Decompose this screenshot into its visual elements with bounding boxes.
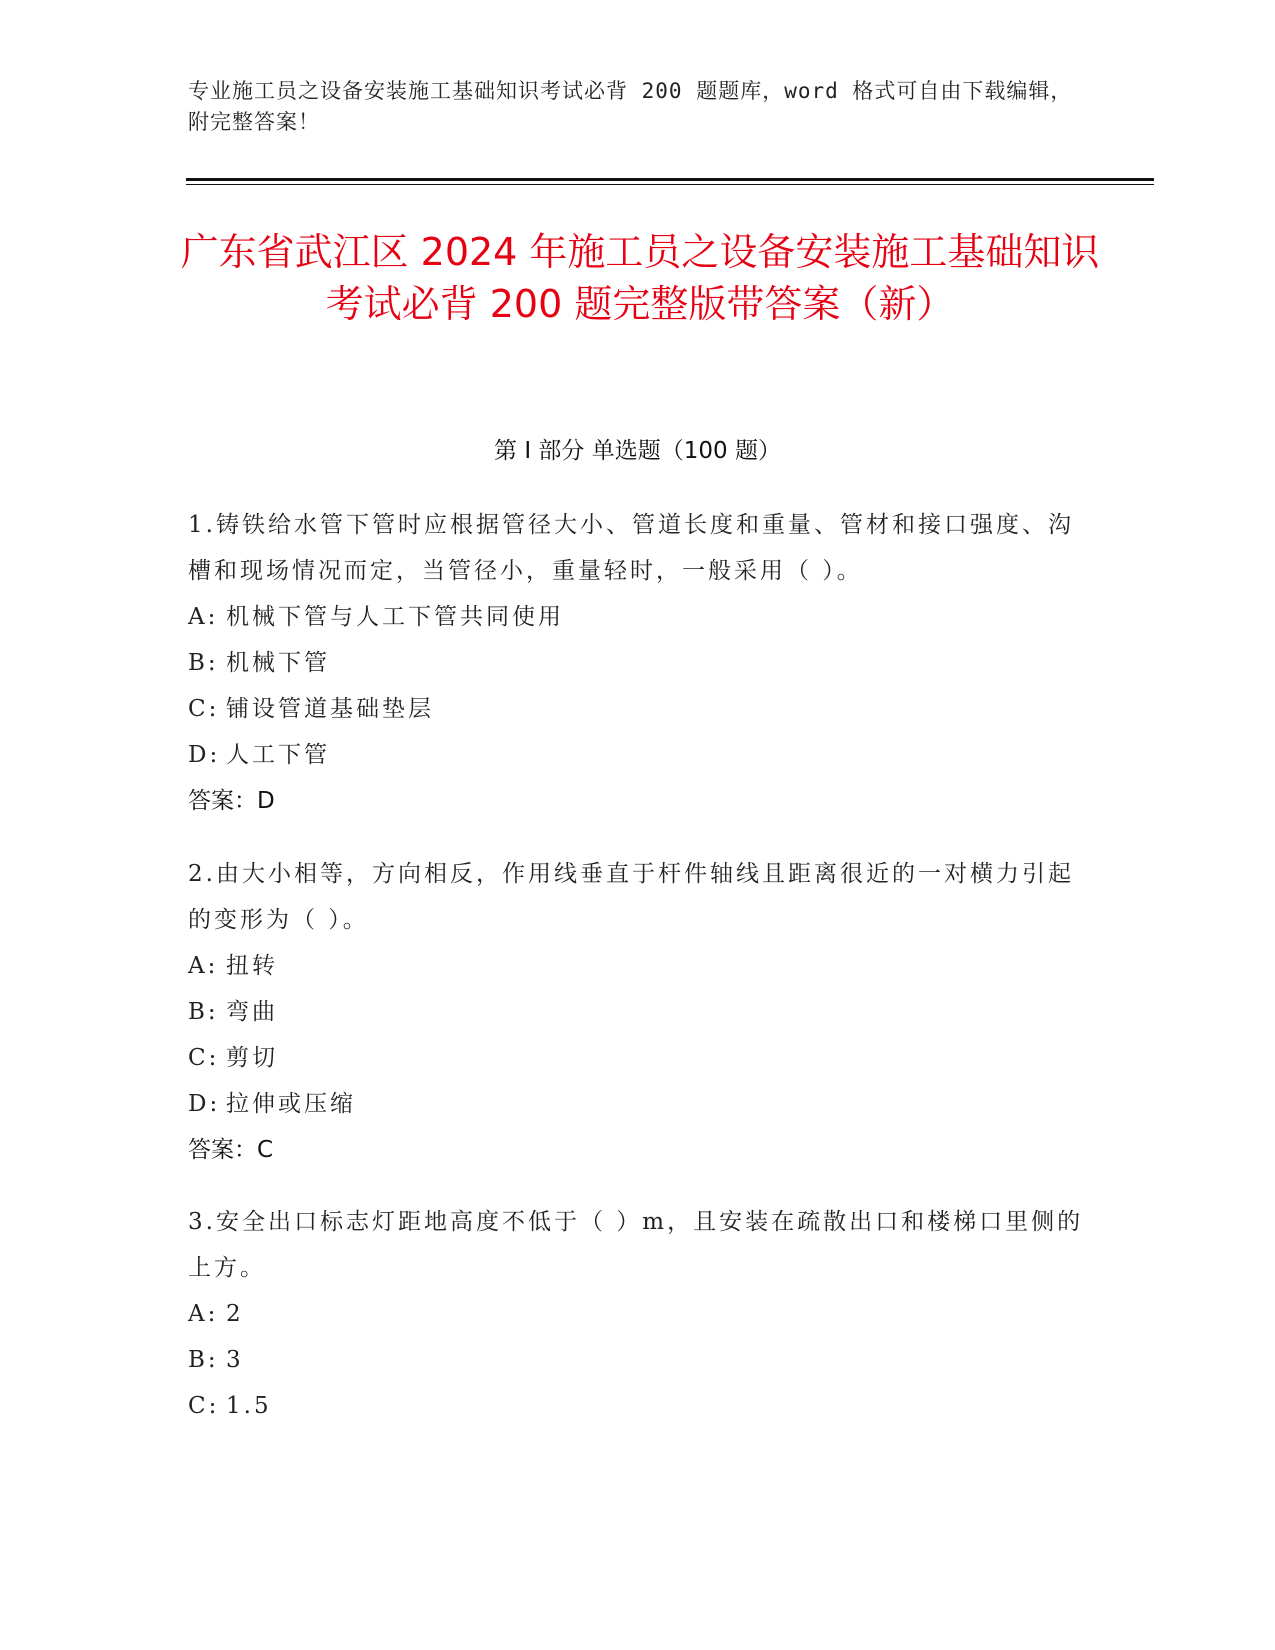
answer-line xyxy=(188,1127,1088,1173)
answer-line xyxy=(188,778,1088,824)
header-divider-thin xyxy=(186,184,1154,185)
option-text: 剪切 xyxy=(226,1045,278,1071)
option-b xyxy=(188,1337,1088,1383)
option-text: 机械下管与人工下管共同使用 xyxy=(226,604,564,630)
header-divider-thick xyxy=(186,178,1154,181)
option-text: 机械下管 xyxy=(226,650,330,676)
document-title: 广东省武江区 2024 年施工员之设备安装施工基础知识考试必背 200 题完整版带答案（新） xyxy=(180,230,1100,326)
question-2 xyxy=(188,851,1088,1173)
answer-value: C xyxy=(257,1137,274,1163)
option-d xyxy=(188,1081,1088,1127)
option-text: 拉伸或压缩 xyxy=(226,1091,356,1117)
option-c xyxy=(188,686,1088,732)
option-text: 人工下管 xyxy=(226,742,330,768)
option-text: 扭转 xyxy=(226,953,278,979)
answer-label: 答案： xyxy=(188,1137,257,1163)
option-key: A: xyxy=(188,604,219,630)
question-stem: 3.安全出口标志灯距地高度不低于（ ）m，且安装在疏散出口和楼梯口里侧的上方。 xyxy=(188,1209,1084,1281)
option-key: B: xyxy=(188,650,219,676)
option-key: C: xyxy=(188,1045,220,1071)
option-text: 1.5 xyxy=(226,1393,272,1419)
question-stem: 1.铸铁给水管下管时应根据管径大小、管道长度和重量、管材和接口强度、沟槽和现场情况而定，当管径小，重量轻时，一般采用（ ）。 xyxy=(188,512,1074,584)
option-d xyxy=(188,732,1088,778)
option-key: B: xyxy=(188,999,219,1025)
answer-label: 答案： xyxy=(188,788,257,814)
option-a xyxy=(188,1291,1088,1337)
option-key: C: xyxy=(188,696,220,722)
option-a xyxy=(188,594,1088,640)
question-3 xyxy=(188,1199,1088,1429)
option-b xyxy=(188,640,1088,686)
option-text: 3 xyxy=(226,1347,244,1373)
option-text: 2 xyxy=(226,1301,244,1327)
option-text: 弯曲 xyxy=(226,999,278,1025)
option-a xyxy=(188,943,1088,989)
option-key: C: xyxy=(188,1393,220,1419)
header-note: 专业施工员之设备安装施工基础知识考试必背 200 题题库，word 格式可自由下载编辑，附完整答案！ xyxy=(188,79,1073,134)
option-c xyxy=(188,1035,1088,1081)
option-key: A: xyxy=(188,953,219,979)
option-b xyxy=(188,989,1088,1035)
question-1 xyxy=(188,502,1088,824)
option-key: D: xyxy=(188,742,221,768)
section-heading: 第 I 部分 单选题（100 题） xyxy=(494,438,781,464)
option-key: D: xyxy=(188,1091,221,1117)
question-stem: 2.由大小相等，方向相反，作用线垂直于杆件轴线且距离很近的一对横力引起的变形为（ ）。 xyxy=(188,861,1074,933)
option-key: A: xyxy=(188,1301,219,1327)
answer-value: D xyxy=(257,788,275,814)
option-text: 铺设管道基础垫层 xyxy=(226,696,434,722)
option-c xyxy=(188,1383,1088,1429)
option-key: B: xyxy=(188,1347,219,1373)
